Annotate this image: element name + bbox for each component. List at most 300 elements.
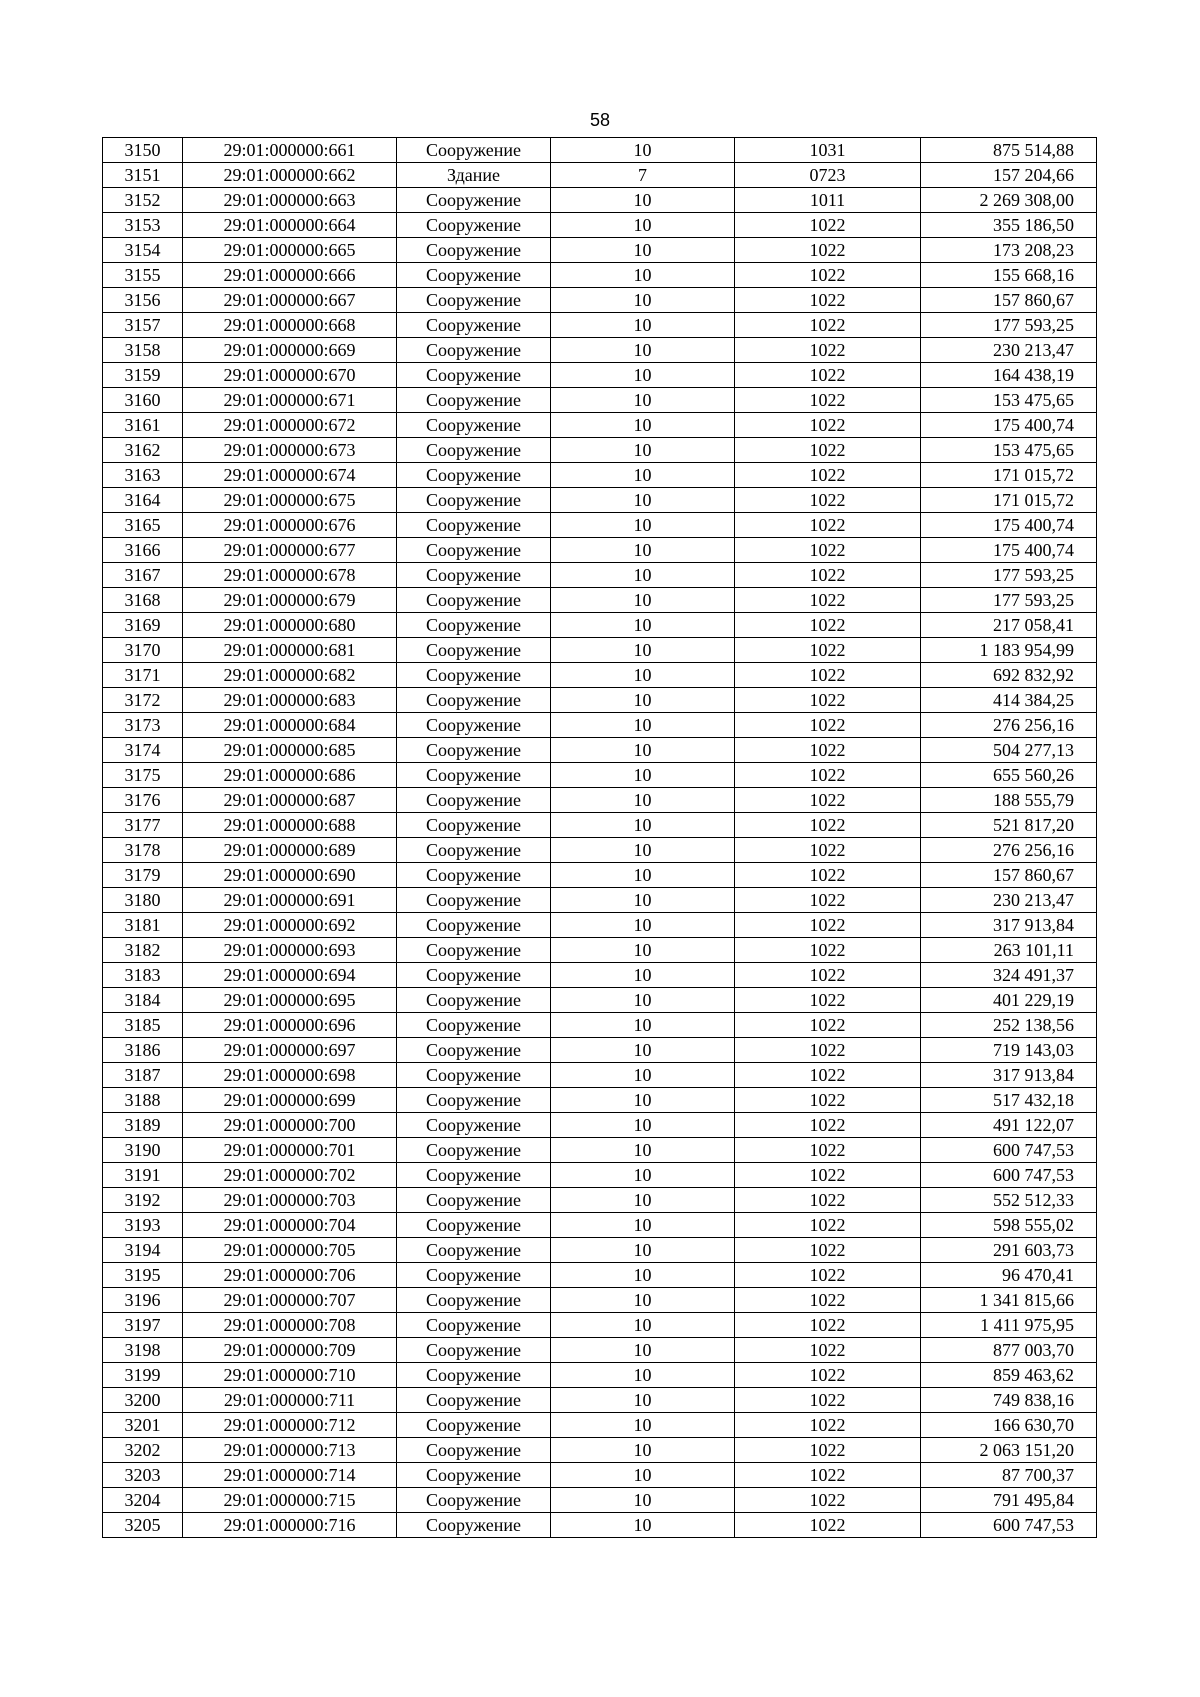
row-number-cell: 3193 <box>103 1213 183 1238</box>
table-row <box>103 463 1097 488</box>
object-type-cell: Сооружение <box>397 363 551 388</box>
code-cell: 10 <box>551 288 735 313</box>
code-cell: 10 <box>551 138 735 163</box>
code-cell: 10 <box>551 438 735 463</box>
object-type-cell: Сооружение <box>397 188 551 213</box>
code-cell: 10 <box>551 313 735 338</box>
class-code-cell: 1022 <box>735 313 921 338</box>
code-cell: 10 <box>551 463 735 488</box>
object-type-cell: Сооружение <box>397 1088 551 1113</box>
value-cell: 171 015,72 <box>921 488 1097 513</box>
object-type-cell: Сооружение <box>397 613 551 638</box>
table-row <box>103 1188 1097 1213</box>
table-row <box>103 763 1097 788</box>
row-number-cell: 3194 <box>103 1238 183 1263</box>
code-cell: 10 <box>551 588 735 613</box>
table-row <box>103 1513 1097 1538</box>
table-row <box>103 813 1097 838</box>
class-code-cell: 1022 <box>735 238 921 263</box>
cadastral-number-cell: 29:01:000000:701 <box>183 1138 397 1163</box>
value-cell: 173 208,23 <box>921 238 1097 263</box>
code-cell: 10 <box>551 988 735 1013</box>
class-code-cell: 1022 <box>735 988 921 1013</box>
value-cell: 692 832,92 <box>921 663 1097 688</box>
table-row <box>103 738 1097 763</box>
cadastral-number-cell: 29:01:000000:690 <box>183 863 397 888</box>
table-row <box>103 1238 1097 1263</box>
table-row <box>103 1288 1097 1313</box>
row-number-cell: 3157 <box>103 313 183 338</box>
cadastral-number-cell: 29:01:000000:671 <box>183 388 397 413</box>
object-type-cell: Сооружение <box>397 713 551 738</box>
value-cell: 414 384,25 <box>921 688 1097 713</box>
class-code-cell: 1022 <box>735 1213 921 1238</box>
row-number-cell: 3186 <box>103 1038 183 1063</box>
table-row <box>103 688 1097 713</box>
table-row <box>103 1088 1097 1113</box>
value-cell: 504 277,13 <box>921 738 1097 763</box>
code-cell: 10 <box>551 563 735 588</box>
value-cell: 600 747,53 <box>921 1163 1097 1188</box>
object-type-cell: Сооружение <box>397 838 551 863</box>
value-cell: 177 593,25 <box>921 313 1097 338</box>
value-cell: 2 063 151,20 <box>921 1438 1097 1463</box>
table-row <box>103 838 1097 863</box>
row-number-cell: 3161 <box>103 413 183 438</box>
class-code-cell: 1022 <box>735 1263 921 1288</box>
value-cell: 276 256,16 <box>921 713 1097 738</box>
cadastral-number-cell: 29:01:000000:705 <box>183 1238 397 1263</box>
value-cell: 153 475,65 <box>921 388 1097 413</box>
value-cell: 2 269 308,00 <box>921 188 1097 213</box>
code-cell: 10 <box>551 363 735 388</box>
class-code-cell: 1022 <box>735 538 921 563</box>
row-number-cell: 3156 <box>103 288 183 313</box>
value-cell: 171 015,72 <box>921 463 1097 488</box>
row-number-cell: 3162 <box>103 438 183 463</box>
object-type-cell: Сооружение <box>397 788 551 813</box>
value-cell: 166 630,70 <box>921 1413 1097 1438</box>
table-row <box>103 963 1097 988</box>
value-cell: 877 003,70 <box>921 1338 1097 1363</box>
cadastral-number-cell: 29:01:000000:681 <box>183 638 397 663</box>
object-type-cell: Сооружение <box>397 638 551 663</box>
code-cell: 10 <box>551 638 735 663</box>
value-cell: 263 101,11 <box>921 938 1097 963</box>
code-cell: 7 <box>551 163 735 188</box>
table-row <box>103 488 1097 513</box>
value-cell: 177 593,25 <box>921 563 1097 588</box>
table-row <box>103 138 1097 163</box>
code-cell: 10 <box>551 1238 735 1263</box>
class-code-cell: 1022 <box>735 1488 921 1513</box>
row-number-cell: 3173 <box>103 713 183 738</box>
cadastral-number-cell: 29:01:000000:662 <box>183 163 397 188</box>
class-code-cell: 1022 <box>735 1463 921 1488</box>
cadastral-number-cell: 29:01:000000:712 <box>183 1413 397 1438</box>
object-type-cell: Сооружение <box>397 1188 551 1213</box>
code-cell: 10 <box>551 1138 735 1163</box>
object-type-cell: Сооружение <box>397 1263 551 1288</box>
value-cell: 600 747,53 <box>921 1513 1097 1538</box>
cadastral-number-cell: 29:01:000000:704 <box>183 1213 397 1238</box>
cadastral-number-cell: 29:01:000000:698 <box>183 1063 397 1088</box>
class-code-cell: 1022 <box>735 1138 921 1163</box>
table-row <box>103 788 1097 813</box>
cadastral-number-cell: 29:01:000000:693 <box>183 938 397 963</box>
object-type-cell: Сооружение <box>397 1463 551 1488</box>
cadastral-number-cell: 29:01:000000:706 <box>183 1263 397 1288</box>
cadastral-number-cell: 29:01:000000:689 <box>183 838 397 863</box>
value-cell: 96 470,41 <box>921 1263 1097 1288</box>
value-cell: 598 555,02 <box>921 1213 1097 1238</box>
value-cell: 875 514,88 <box>921 138 1097 163</box>
row-number-cell: 3204 <box>103 1488 183 1513</box>
class-code-cell: 1022 <box>735 1338 921 1363</box>
cadastral-number-cell: 29:01:000000:675 <box>183 488 397 513</box>
cadastral-number-cell: 29:01:000000:703 <box>183 1188 397 1213</box>
cadastral-number-cell: 29:01:000000:677 <box>183 538 397 563</box>
row-number-cell: 3202 <box>103 1438 183 1463</box>
row-number-cell: 3184 <box>103 988 183 1013</box>
code-cell: 10 <box>551 863 735 888</box>
cadastral-number-cell: 29:01:000000:679 <box>183 588 397 613</box>
object-type-cell: Сооружение <box>397 213 551 238</box>
code-cell: 10 <box>551 838 735 863</box>
cadastral-number-cell: 29:01:000000:672 <box>183 413 397 438</box>
table-row <box>103 413 1097 438</box>
value-cell: 655 560,26 <box>921 763 1097 788</box>
class-code-cell: 1022 <box>735 913 921 938</box>
row-number-cell: 3178 <box>103 838 183 863</box>
value-cell: 317 913,84 <box>921 913 1097 938</box>
value-cell: 276 256,16 <box>921 838 1097 863</box>
value-cell: 175 400,74 <box>921 513 1097 538</box>
cadastral-number-cell: 29:01:000000:687 <box>183 788 397 813</box>
table-row <box>103 1263 1097 1288</box>
class-code-cell: 1022 <box>735 1238 921 1263</box>
code-cell: 10 <box>551 938 735 963</box>
object-type-cell: Сооружение <box>397 1013 551 1038</box>
object-type-cell: Сооружение <box>397 463 551 488</box>
code-cell: 10 <box>551 1163 735 1188</box>
cadastral-number-cell: 29:01:000000:669 <box>183 338 397 363</box>
value-cell: 87 700,37 <box>921 1463 1097 1488</box>
class-code-cell: 1022 <box>735 588 921 613</box>
code-cell: 10 <box>551 688 735 713</box>
class-code-cell: 1022 <box>735 1363 921 1388</box>
table-row <box>103 988 1097 1013</box>
value-cell: 230 213,47 <box>921 888 1097 913</box>
class-code-cell: 1022 <box>735 1113 921 1138</box>
cadastral-number-cell: 29:01:000000:683 <box>183 688 397 713</box>
row-number-cell: 3190 <box>103 1138 183 1163</box>
class-code-cell: 1022 <box>735 688 921 713</box>
code-cell: 10 <box>551 238 735 263</box>
object-type-cell: Сооружение <box>397 863 551 888</box>
code-cell: 10 <box>551 513 735 538</box>
cadastral-number-cell: 29:01:000000:707 <box>183 1288 397 1313</box>
object-type-cell: Сооружение <box>397 538 551 563</box>
cadastral-number-cell: 29:01:000000:668 <box>183 313 397 338</box>
value-cell: 791 495,84 <box>921 1488 1097 1513</box>
cadastral-number-cell: 29:01:000000:682 <box>183 663 397 688</box>
object-type-cell: Сооружение <box>397 763 551 788</box>
row-number-cell: 3205 <box>103 1513 183 1538</box>
code-cell: 10 <box>551 963 735 988</box>
object-type-cell: Сооружение <box>397 588 551 613</box>
row-number-cell: 3158 <box>103 338 183 363</box>
cadastral-number-cell: 29:01:000000:711 <box>183 1388 397 1413</box>
table-row <box>103 613 1097 638</box>
value-cell: 175 400,74 <box>921 538 1097 563</box>
object-type-cell: Сооружение <box>397 313 551 338</box>
class-code-cell: 1022 <box>735 288 921 313</box>
table-row <box>103 1063 1097 1088</box>
code-cell: 10 <box>551 713 735 738</box>
object-type-cell: Сооружение <box>397 1063 551 1088</box>
cadastral-number-cell: 29:01:000000:702 <box>183 1163 397 1188</box>
table-row <box>103 863 1097 888</box>
value-cell: 157 860,67 <box>921 863 1097 888</box>
value-cell: 324 491,37 <box>921 963 1097 988</box>
cadastral-number-cell: 29:01:000000:663 <box>183 188 397 213</box>
object-type-cell: Сооружение <box>397 388 551 413</box>
class-code-cell: 1022 <box>735 563 921 588</box>
code-cell: 10 <box>551 1263 735 1288</box>
table-row <box>103 263 1097 288</box>
code-cell: 10 <box>551 213 735 238</box>
table-row <box>103 1163 1097 1188</box>
value-cell: 521 817,20 <box>921 813 1097 838</box>
table-row <box>103 938 1097 963</box>
table-row <box>103 313 1097 338</box>
value-cell: 155 668,16 <box>921 263 1097 288</box>
code-cell: 10 <box>551 1513 735 1538</box>
code-cell: 10 <box>551 888 735 913</box>
row-number-cell: 3150 <box>103 138 183 163</box>
row-number-cell: 3175 <box>103 763 183 788</box>
object-type-cell: Сооружение <box>397 963 551 988</box>
table-row <box>103 1013 1097 1038</box>
value-cell: 230 213,47 <box>921 338 1097 363</box>
row-number-cell: 3177 <box>103 813 183 838</box>
object-type-cell: Сооружение <box>397 1038 551 1063</box>
cadastral-number-cell: 29:01:000000:678 <box>183 563 397 588</box>
row-number-cell: 3181 <box>103 913 183 938</box>
code-cell: 10 <box>551 1388 735 1413</box>
object-type-cell: Сооружение <box>397 1288 551 1313</box>
code-cell: 10 <box>551 538 735 563</box>
object-type-cell: Сооружение <box>397 913 551 938</box>
code-cell: 10 <box>551 1088 735 1113</box>
code-cell: 10 <box>551 1463 735 1488</box>
row-number-cell: 3152 <box>103 188 183 213</box>
table-row <box>103 513 1097 538</box>
table-row <box>103 1338 1097 1363</box>
page-number: 58 <box>589 110 611 130</box>
class-code-cell: 1022 <box>735 338 921 363</box>
row-number-cell: 3168 <box>103 588 183 613</box>
row-number-cell: 3200 <box>103 1388 183 1413</box>
cadastral-number-cell: 29:01:000000:664 <box>183 213 397 238</box>
row-number-cell: 3185 <box>103 1013 183 1038</box>
cadastral-number-cell: 29:01:000000:680 <box>183 613 397 638</box>
class-code-cell: 1022 <box>735 413 921 438</box>
object-type-cell: Сооружение <box>397 1438 551 1463</box>
class-code-cell: 1022 <box>735 963 921 988</box>
value-cell: 164 438,19 <box>921 363 1097 388</box>
row-number-cell: 3179 <box>103 863 183 888</box>
object-type-cell: Сооружение <box>397 513 551 538</box>
cadastral-number-cell: 29:01:000000:670 <box>183 363 397 388</box>
object-type-cell: Сооружение <box>397 438 551 463</box>
class-code-cell: 1022 <box>735 1013 921 1038</box>
class-code-cell: 1022 <box>735 513 921 538</box>
code-cell: 10 <box>551 663 735 688</box>
value-cell: 517 432,18 <box>921 1088 1097 1113</box>
row-number-cell: 3201 <box>103 1413 183 1438</box>
code-cell: 10 <box>551 1038 735 1063</box>
row-number-cell: 3182 <box>103 938 183 963</box>
cadastral-number-cell: 29:01:000000:709 <box>183 1338 397 1363</box>
row-number-cell: 3165 <box>103 513 183 538</box>
code-cell: 10 <box>551 338 735 363</box>
code-cell: 10 <box>551 913 735 938</box>
cadastral-number-cell: 29:01:000000:688 <box>183 813 397 838</box>
object-type-cell: Сооружение <box>397 1313 551 1338</box>
code-cell: 10 <box>551 1288 735 1313</box>
row-number-cell: 3189 <box>103 1113 183 1138</box>
cadastral-number-cell: 29:01:000000:691 <box>183 888 397 913</box>
object-type-cell: Сооружение <box>397 738 551 763</box>
class-code-cell: 1022 <box>735 938 921 963</box>
code-cell: 10 <box>551 1188 735 1213</box>
row-number-cell: 3172 <box>103 688 183 713</box>
object-type-cell: Сооружение <box>397 288 551 313</box>
value-cell: 217 058,41 <box>921 613 1097 638</box>
object-type-cell: Сооружение <box>397 1513 551 1538</box>
row-number-cell: 3154 <box>103 238 183 263</box>
class-code-cell: 1022 <box>735 263 921 288</box>
table-row <box>103 1138 1097 1163</box>
class-code-cell: 1022 <box>735 863 921 888</box>
row-number-cell: 3187 <box>103 1063 183 1088</box>
cadastral-number-cell: 29:01:000000:665 <box>183 238 397 263</box>
row-number-cell: 3153 <box>103 213 183 238</box>
object-type-cell: Сооружение <box>397 238 551 263</box>
row-number-cell: 3191 <box>103 1163 183 1188</box>
code-cell: 10 <box>551 763 735 788</box>
table-row <box>103 1313 1097 1338</box>
value-cell: 175 400,74 <box>921 413 1097 438</box>
table-row <box>103 1438 1097 1463</box>
code-cell: 10 <box>551 738 735 763</box>
table-row <box>103 888 1097 913</box>
value-cell: 1 341 815,66 <box>921 1288 1097 1313</box>
table-row <box>103 1488 1097 1513</box>
row-number-cell: 3198 <box>103 1338 183 1363</box>
row-number-cell: 3176 <box>103 788 183 813</box>
row-number-cell: 3155 <box>103 263 183 288</box>
cadastral-number-cell: 29:01:000000:684 <box>183 713 397 738</box>
object-type-cell: Сооружение <box>397 413 551 438</box>
class-code-cell: 1022 <box>735 1188 921 1213</box>
class-code-cell: 1011 <box>735 188 921 213</box>
object-type-cell: Сооружение <box>397 1113 551 1138</box>
table-row <box>103 288 1097 313</box>
class-code-cell: 1022 <box>735 363 921 388</box>
object-type-cell: Сооружение <box>397 1338 551 1363</box>
class-code-cell: 1022 <box>735 1513 921 1538</box>
object-type-cell: Здание <box>397 163 551 188</box>
code-cell: 10 <box>551 1363 735 1388</box>
class-code-cell: 1022 <box>735 1438 921 1463</box>
value-cell: 719 143,03 <box>921 1038 1097 1063</box>
row-number-cell: 3192 <box>103 1188 183 1213</box>
table-row <box>103 238 1097 263</box>
cadastral-number-cell: 29:01:000000:686 <box>183 763 397 788</box>
row-number-cell: 3195 <box>103 1263 183 1288</box>
object-type-cell: Сооружение <box>397 813 551 838</box>
row-number-cell: 3151 <box>103 163 183 188</box>
code-cell: 10 <box>551 188 735 213</box>
cadastral-number-cell: 29:01:000000:713 <box>183 1438 397 1463</box>
value-cell: 153 475,65 <box>921 438 1097 463</box>
value-cell: 317 913,84 <box>921 1063 1097 1088</box>
code-cell: 10 <box>551 813 735 838</box>
code-cell: 10 <box>551 488 735 513</box>
cadastral-number-cell: 29:01:000000:710 <box>183 1363 397 1388</box>
object-type-cell: Сооружение <box>397 688 551 713</box>
class-code-cell: 1022 <box>735 1063 921 1088</box>
cadastral-number-cell: 29:01:000000:674 <box>183 463 397 488</box>
code-cell: 10 <box>551 1013 735 1038</box>
row-number-cell: 3159 <box>103 363 183 388</box>
value-cell: 491 122,07 <box>921 1113 1097 1138</box>
code-cell: 10 <box>551 1313 735 1338</box>
value-cell: 749 838,16 <box>921 1388 1097 1413</box>
cadastral-number-cell: 29:01:000000:699 <box>183 1088 397 1113</box>
object-type-cell: Сооружение <box>397 1213 551 1238</box>
row-number-cell: 3197 <box>103 1313 183 1338</box>
class-code-cell: 1022 <box>735 763 921 788</box>
cadastral-number-cell: 29:01:000000:661 <box>183 138 397 163</box>
row-number-cell: 3183 <box>103 963 183 988</box>
registry-table <box>102 137 1097 1538</box>
object-type-cell: Сооружение <box>397 138 551 163</box>
object-type-cell: Сооружение <box>397 1388 551 1413</box>
class-code-cell: 1022 <box>735 438 921 463</box>
code-cell: 10 <box>551 1488 735 1513</box>
class-code-cell: 1022 <box>735 1313 921 1338</box>
value-cell: 600 747,53 <box>921 1138 1097 1163</box>
code-cell: 10 <box>551 388 735 413</box>
class-code-cell: 0723 <box>735 163 921 188</box>
table-row <box>103 388 1097 413</box>
table-row <box>103 913 1097 938</box>
cadastral-number-cell: 29:01:000000:696 <box>183 1013 397 1038</box>
row-number-cell: 3167 <box>103 563 183 588</box>
class-code-cell: 1022 <box>735 638 921 663</box>
object-type-cell: Сооружение <box>397 563 551 588</box>
value-cell: 291 603,73 <box>921 1238 1097 1263</box>
object-type-cell: Сооружение <box>397 1138 551 1163</box>
code-cell: 10 <box>551 788 735 813</box>
cadastral-number-cell: 29:01:000000:715 <box>183 1488 397 1513</box>
object-type-cell: Сооружение <box>397 1238 551 1263</box>
table-row <box>103 538 1097 563</box>
